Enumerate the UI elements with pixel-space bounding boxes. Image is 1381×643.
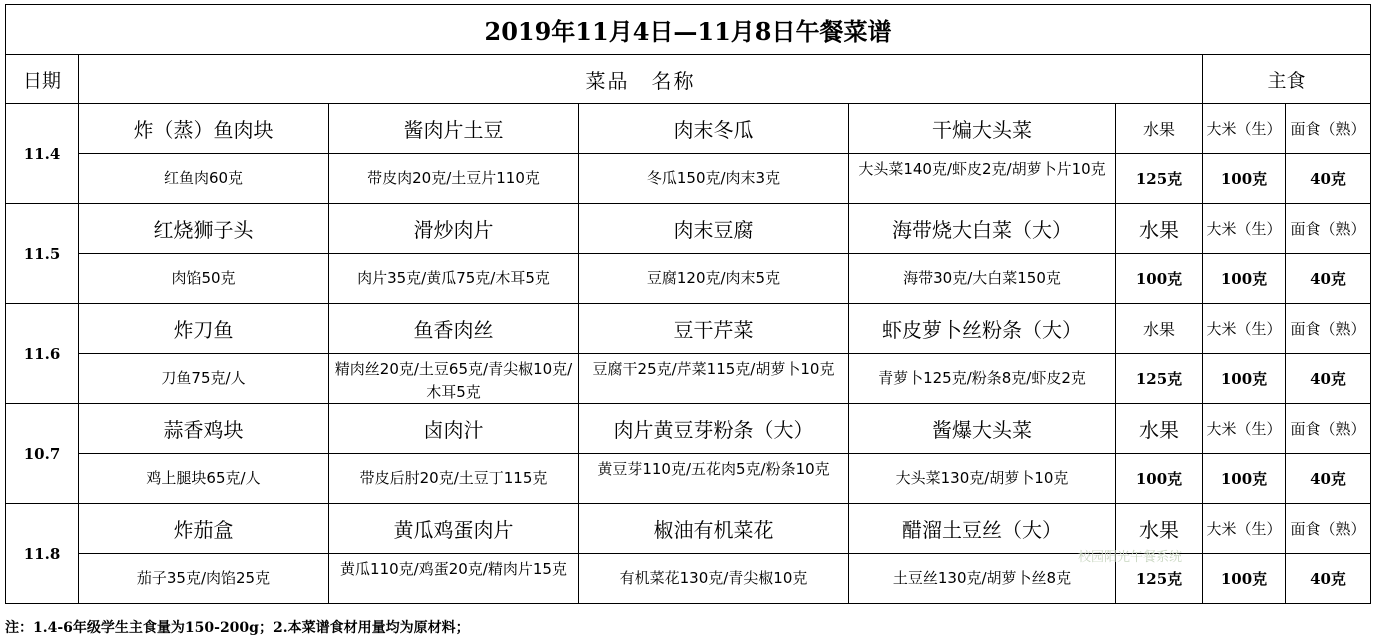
dish-name: 蒜香鸡块: [79, 404, 329, 454]
ingredient-text: 刀鱼75克/人: [161, 369, 246, 387]
dish-name: 黄瓜鸡蛋肉片: [329, 504, 579, 554]
ingredient-text: 冬瓜150克/肉末3克: [646, 169, 781, 187]
ingredient-text: 海带30克/大白菜150克: [903, 269, 1061, 287]
rice-amount: 100克: [1203, 254, 1286, 304]
day-ingredient-row: [6, 454, 1371, 504]
dish-ingredients: [849, 154, 1116, 204]
ingredient-text: 肉馅50克: [171, 269, 236, 287]
fruit-amount: 125克: [1116, 354, 1203, 404]
fruit-label: 水果: [1116, 204, 1203, 254]
rice-label: 大米（生）: [1203, 404, 1286, 454]
fruit-amount: 100克: [1116, 254, 1203, 304]
fruit-label: 水果: [1116, 504, 1203, 554]
ingredient-text: 有机菜花130克/青尖椒10克: [619, 569, 808, 587]
dish-name: 肉末冬瓜: [579, 104, 849, 154]
day-date: 11.6: [6, 304, 79, 404]
rice-amount: 100克: [1203, 354, 1286, 404]
dish-name: 豆干芹菜: [579, 304, 849, 354]
dish-column-header: 菜品 名称: [79, 55, 1203, 104]
ingredient-text: 大头菜140克/虾皮2克/胡萝卜片10克: [858, 159, 1106, 178]
day-dish-row: [6, 104, 1371, 154]
date-column-header: 日期: [6, 55, 79, 104]
dish-name: 红烧狮子头: [79, 204, 329, 254]
day-date: 10.7: [6, 404, 79, 504]
dish-ingredients: [79, 454, 329, 504]
dish-ingredients: [79, 154, 329, 204]
noodle-amount: 40克: [1286, 254, 1371, 304]
day-date: 11.4: [6, 104, 79, 204]
noodle-amount: 40克: [1286, 154, 1371, 204]
noodle-label: 面食（熟）: [1286, 304, 1371, 354]
dish-name: 干煸大头菜: [849, 104, 1116, 154]
fruit-amount: 125克: [1116, 154, 1203, 204]
menu-footnote: 注：1.4-6年级学生主食量为150-200g；2.本菜谱食材用量均为原材料；: [5, 620, 470, 636]
watermark: 校园阳光午餐系统: [1078, 550, 1183, 565]
fruit-amount: 100克: [1116, 454, 1203, 504]
dish-name: 酱肉片土豆: [329, 104, 579, 154]
ingredient-text: 带皮肉20克/土豆片110克: [367, 169, 540, 187]
rice-label: 大米（生）: [1203, 104, 1286, 154]
dish-name: 虾皮萝卜丝粉条（大）: [849, 304, 1116, 354]
dish-ingredients: [579, 554, 849, 604]
noodle-amount: 40克: [1286, 354, 1371, 404]
noodle-amount: 40克: [1286, 454, 1371, 504]
ingredient-text: 茄子35克/肉馅25克: [136, 569, 271, 587]
rice-amount: 100克: [1203, 454, 1286, 504]
dish-ingredients: [79, 354, 329, 404]
lunch-menu-table: [5, 4, 1371, 604]
dish-name: 肉末豆腐: [579, 204, 849, 254]
dish-ingredients: [579, 354, 849, 404]
day-dish-row: [6, 404, 1371, 454]
fruit-label: 水果: [1116, 104, 1203, 154]
dish-ingredients: [579, 254, 849, 304]
dish-name: 滑炒肉片: [329, 204, 579, 254]
noodle-label: 面食（熟）: [1286, 404, 1371, 454]
dish-ingredients: [79, 554, 329, 604]
ingredient-text: 精肉丝20克/土豆65克/青尖椒10克/木耳5克: [334, 359, 573, 401]
menu-title: 2019年11月4日—11月8日午餐菜谱: [6, 5, 1371, 55]
day-date: 11.5: [6, 204, 79, 304]
ingredient-text: 豆腐120克/肉末5克: [646, 269, 781, 287]
ingredient-text: 带皮后肘20克/土豆丁115克: [359, 469, 548, 487]
day-dish-row: [6, 304, 1371, 354]
fruit-label: 水果: [1116, 304, 1203, 354]
rice-label: 大米（生）: [1203, 204, 1286, 254]
dish-name: 肉片黄豆芽粉条（大）: [579, 404, 849, 454]
ingredient-text: 红鱼肉60克: [163, 169, 244, 187]
dish-ingredients: [79, 254, 329, 304]
rice-amount: 100克: [1203, 154, 1286, 204]
ingredient-text: 黄瓜110克/鸡蛋20克/精肉片15克: [340, 559, 567, 578]
staple-column-header: 主食: [1203, 55, 1371, 104]
day-ingredient-row: [6, 154, 1371, 204]
day-date: 11.8: [6, 504, 79, 604]
ingredient-text: 豆腐干25克/芹菜115克/胡萝卜10克: [592, 359, 835, 378]
dish-ingredients: [329, 254, 579, 304]
day-dish-row: [6, 204, 1371, 254]
dish-ingredients: [329, 554, 579, 604]
noodle-label: 面食（熟）: [1286, 204, 1371, 254]
dish-ingredients: [579, 454, 849, 504]
dish-name: 酱爆大头菜: [849, 404, 1116, 454]
fruit-label: 水果: [1116, 404, 1203, 454]
ingredient-text: 青萝卜125克/粉条8克/虾皮2克: [878, 369, 1086, 387]
dish-ingredients: [849, 454, 1116, 504]
ingredient-text: 大头菜130克/胡萝卜10克: [895, 469, 1069, 487]
fruit-amount: 125克: [1116, 554, 1203, 604]
ingredient-text: 土豆丝130克/胡萝卜丝8克: [892, 569, 1072, 587]
noodle-label: 面食（熟）: [1286, 504, 1371, 554]
dish-name: 海带烧大白菜（大）: [849, 204, 1116, 254]
dish-name: 炸刀鱼: [79, 304, 329, 354]
dish-ingredients: [849, 554, 1116, 604]
dish-name: 卤肉汁: [329, 404, 579, 454]
rice-label: 大米（生）: [1203, 304, 1286, 354]
ingredient-text: 黄豆芽110克/五花肉5克/粉条10克: [597, 459, 830, 478]
ingredient-text: 肉片35克/黄瓜75克/木耳5克: [357, 269, 550, 287]
dish-ingredients: [849, 254, 1116, 304]
dish-name: 炸茄盒: [79, 504, 329, 554]
dish-ingredients: [579, 154, 849, 204]
dish-ingredients: [329, 354, 579, 404]
ingredient-text: 鸡上腿块65克/人: [146, 469, 261, 487]
noodle-label: 面食（熟）: [1286, 104, 1371, 154]
day-ingredient-row: [6, 254, 1371, 304]
noodle-amount: 40克: [1286, 554, 1371, 604]
dish-name: 醋溜土豆丝（大）: [849, 504, 1116, 554]
dish-ingredients: [849, 354, 1116, 404]
day-ingredient-row: [6, 354, 1371, 404]
rice-amount: 100克: [1203, 554, 1286, 604]
dish-name: 炸（蒸）鱼肉块: [79, 104, 329, 154]
dish-ingredients: [329, 454, 579, 504]
rice-label: 大米（生）: [1203, 504, 1286, 554]
dish-name: 椒油有机菜花: [579, 504, 849, 554]
dish-name: 鱼香肉丝: [329, 304, 579, 354]
dish-ingredients: [329, 154, 579, 204]
